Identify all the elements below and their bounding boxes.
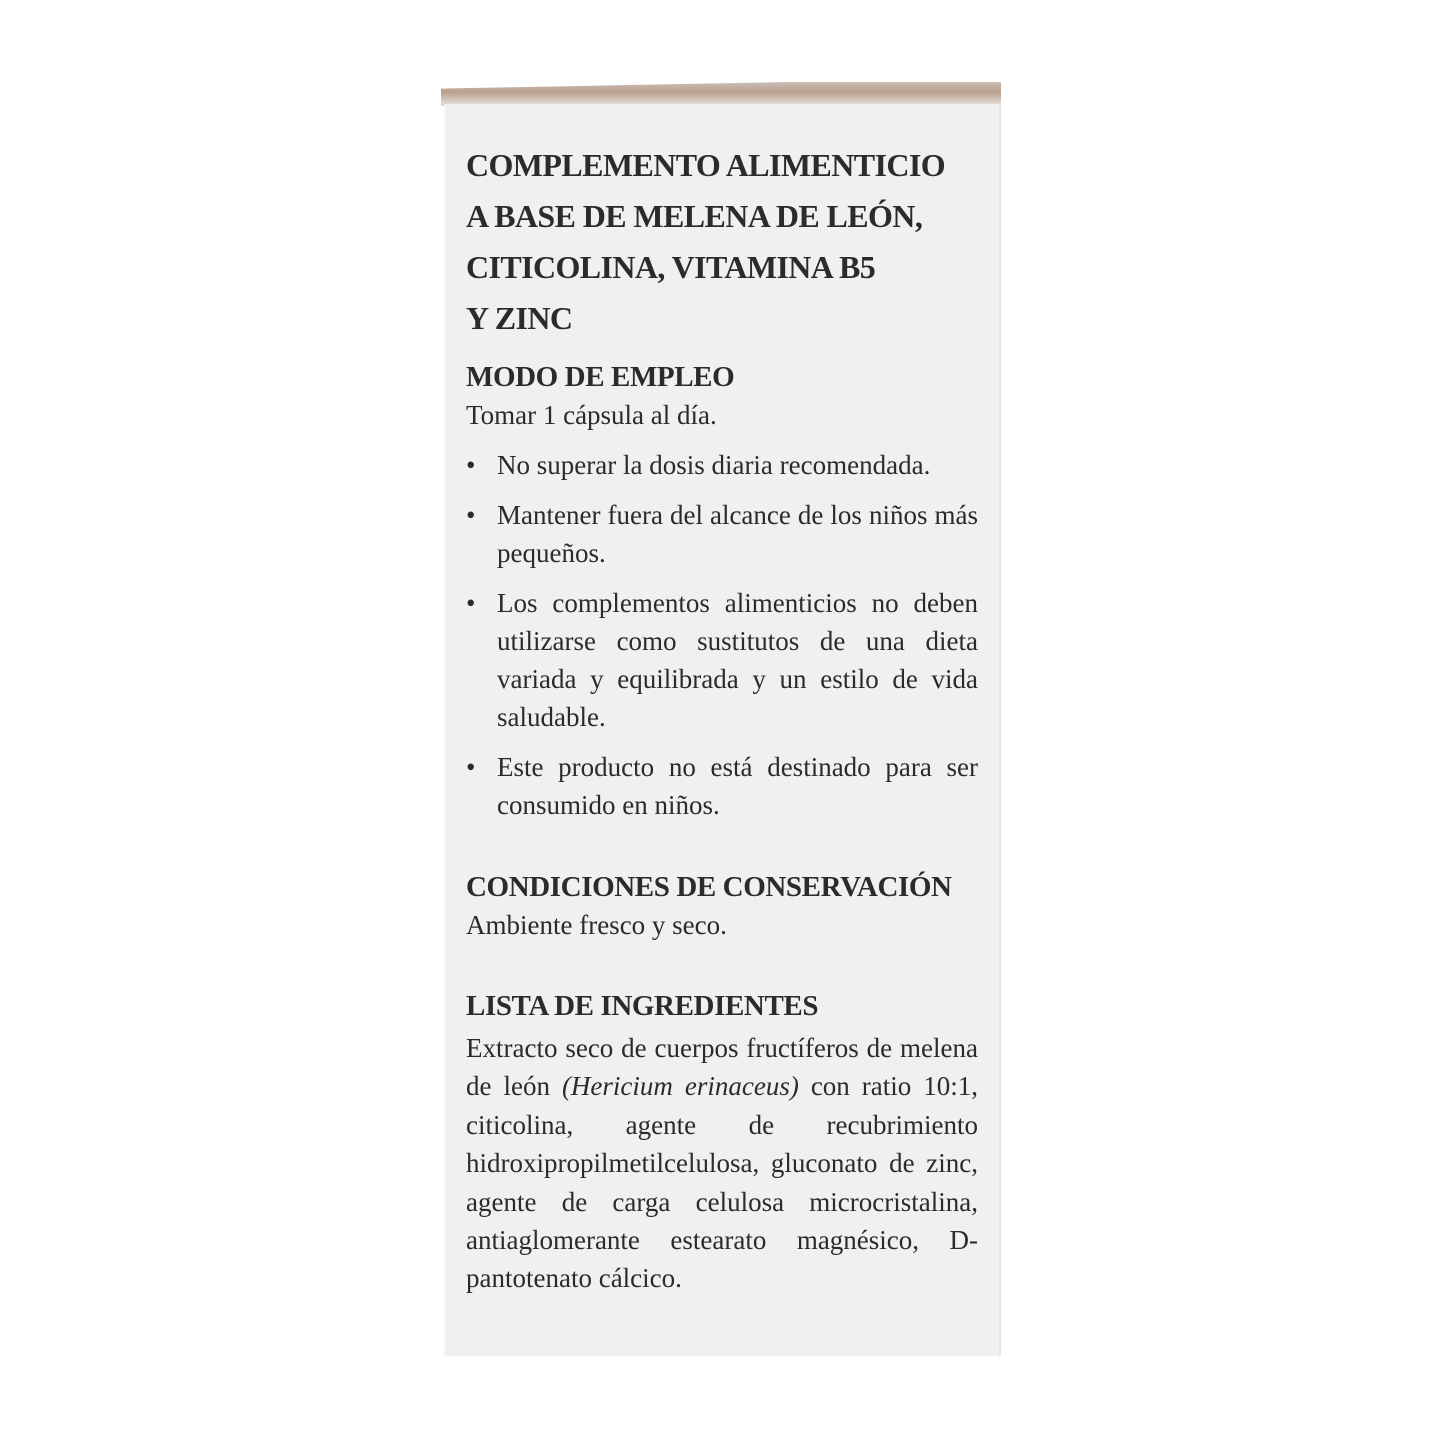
- ingredients-text-end: con ratio 10:1, citicolina, agente de recubrimiento hidroxipropilmetilcelulosa, gluconato de zinc, agente de carga celulosa microcristalina, antiaglomerante estearato magnésico, D-pantotenato cálcico.: [466, 1071, 978, 1294]
- warning-text: Los complementos alimenticios no deben utilizarse como sustitutos de una dieta variada y equilibrada y un estilo de vida saludable.: [497, 588, 978, 732]
- ingredients-text: [466, 1029, 978, 1298]
- usage-heading: MODO DE EMPLEO: [466, 361, 735, 393]
- list-item: [466, 446, 978, 484]
- list-item: [466, 748, 978, 824]
- list-item: [466, 496, 978, 572]
- title-line: A BASE DE MELENA DE LEÓN,: [466, 198, 923, 234]
- storage-text: Ambiente fresco y seco.: [466, 910, 727, 940]
- title-line: Y ZINC: [466, 300, 573, 336]
- usage-warnings-list: [466, 446, 978, 824]
- product-title: [466, 140, 978, 344]
- ingredients-text-start: Extracto seco de cuerpos fructíferos de melena de león: [466, 1033, 978, 1102]
- latin-name: (Hericium erinaceus): [561, 1071, 799, 1102]
- box-lid-edge: [441, 82, 1001, 104]
- usage-instruction: Tomar 1 cápsula al día.: [466, 400, 717, 430]
- bullet-icon: •: [466, 450, 476, 480]
- warning-text: Mantener fuera del alcance de los niños más pequeños.: [497, 500, 978, 568]
- storage-heading: CONDICIONES DE CONSERVACIÓN: [466, 871, 952, 903]
- title-line: COMPLEMENTO ALIMENTICIO: [466, 147, 945, 183]
- warning-text: Este producto no está destinado para ser consumido en niños.: [497, 752, 978, 820]
- bullet-icon: •: [466, 752, 476, 782]
- ingredients-heading: LISTA DE INGREDIENTES: [466, 990, 819, 1022]
- list-item: [466, 584, 978, 736]
- warning-text: No superar la dosis diaria recomendada.: [497, 450, 931, 480]
- bullet-icon: •: [466, 500, 476, 530]
- title-line: CITICOLINA, VITAMINA B5: [466, 249, 876, 285]
- bullet-icon: •: [466, 588, 476, 618]
- label-content: [466, 140, 978, 1298]
